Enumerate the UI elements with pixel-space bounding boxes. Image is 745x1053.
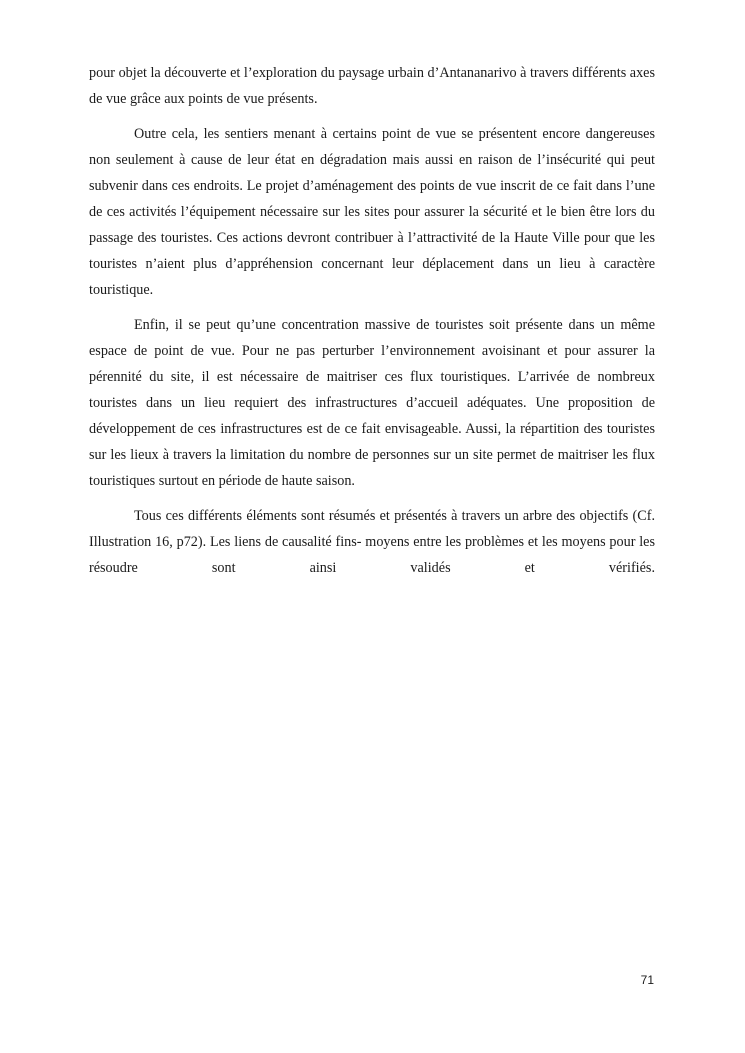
paragraph-outre-cela: Outre cela, les sentiers menant à certains point de vue se présentent encore dangereuses non seulement à cause de leur état en dégradation mais aussi en raison de l’insécurité qui peut subvenir dans ces endroits. Le projet d’aménagement des points de vue inscrit de ce fait dans l’une de ces activités l’équipement nécessaire sur les sites pour assurer la sécurité et le bien être lors du passage des touristes. Ces actions devront contribuer à l’attractivité de la Haute Ville pour que les touristes n’aient plus d’appréhension concernant leur déplacement dans un lieu à caractère touristique. bbox=[89, 126, 655, 298]
paragraph-enfin: Enfin, il se peut qu’une concentration massive de touristes soit présente dans un même espace de point de vue. Pour ne pas perturber l’environnement avoisinant et pour assurer la pérennité du site, il est nécessaire de maitriser ces flux touristiques. L’arrivée de nombreux touristes dans un lieu requiert des infrastructures d’accueil adéquates. Une proposition de développement de ces infrastructures est de ce fait envisageable. Aussi, la répartition des touristes sur les lieux à travers la limitation du nombre de personnes sur un site permet de maitriser les flux touristiques surtout en période de haute saison. bbox=[89, 317, 655, 489]
paragraph-tous-ces-elements: Tous ces différents éléments sont résumés et présentés à travers un arbre des objectifs (Cf. Illustration 16, p72). Les liens de causalité fins- moyens entre les problèmes et les moyens pour les résoudre sont ainsi validés et vérifiés. bbox=[89, 508, 655, 576]
page-number: 71 bbox=[640, 973, 654, 987]
paragraph-continuation: pour objet la découverte et l’exploration du paysage urbain d’Antananarivo à travers différents axes de vue grâce aux points de vue présents. bbox=[89, 65, 655, 107]
document-body bbox=[89, 60, 655, 590]
